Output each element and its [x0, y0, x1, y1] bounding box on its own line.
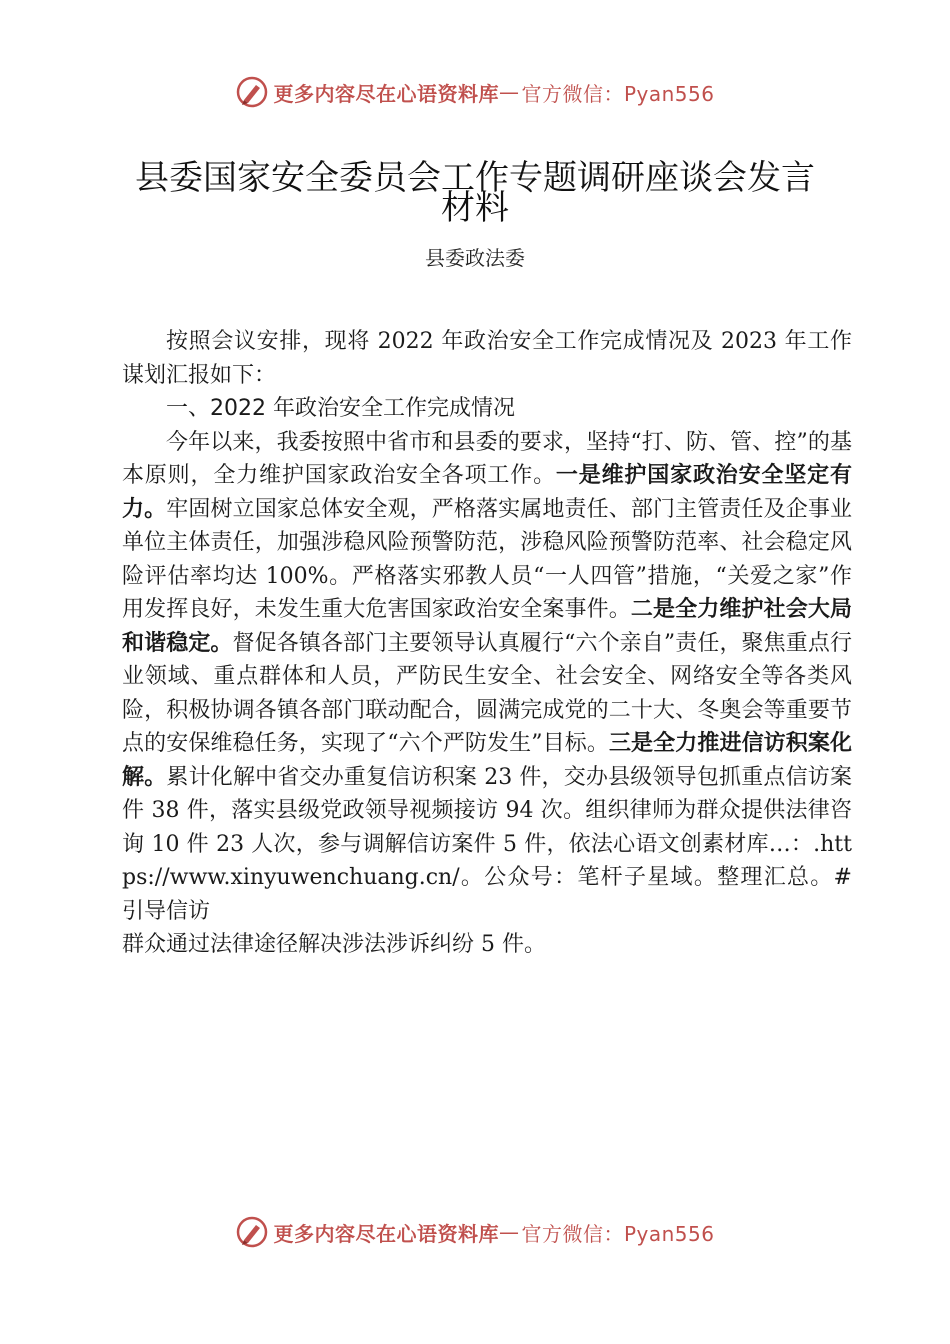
document-title: 县委国家安全委员会工作专题调研座谈会发言材料: [135, 158, 815, 228]
footer-banner: [0, 1212, 950, 1252]
paragraph-text: 累计化解中省交办重复信访积案 23 件，交办县级领导包抓重点信访案件 38 件，落实县级党政领导视频接访 94 次。组织律师为群众提供法律咨询 10 件 23 人次，参与调解信访案件 5 件，依法心语文创素材库…：.https://www.xinyuwenchuang.cn/。公众号：笔杆子星域。整理汇总。#引导信访: [122, 764, 852, 924]
intro-paragraph: 按照会议安排，现将 2022 年政治安全工作完成情况及 2023 年工作谋划汇报如下：: [122, 329, 852, 388]
banner-dash: —: [498, 1220, 520, 1244]
banner-wechat: 官方微信：Pyan556: [521, 1221, 715, 1246]
paragraph-text: 督促各镇各部门主要领导认真履行“六个亲自”责任，聚焦重点行业领域、重点群体和人员，严防民生安全、社会安全、网络安全等各类风险，积极协调各镇各部门联动配合，圆满完成党的二十大、冬奥会等重要节点的安保维稳任务，实现了“六个严防发生”目标。: [122, 630, 852, 756]
document-author: 县委政法委: [425, 246, 525, 270]
closing-line: 群众通过法律途径解决涉法涉诉纠纷 5 件。: [122, 932, 546, 957]
bold-point-2: 二是全力维护社会大局和谐稳定。: [122, 597, 852, 656]
document-body: [122, 325, 852, 962]
bold-point-1: 一是维护国家政治安全坚定有力。: [122, 463, 852, 522]
banner-text: 更多内容尽在心语资料库: [273, 81, 499, 106]
paragraph-text: 今年以来，我委按照中省市和县委的要求，坚持“打、防、管、控”的基本原则，全力维护国家政治安全各项工作。: [122, 429, 852, 488]
body-paragraph: [122, 426, 852, 929]
paragraph-text: 牢固树立国家总体安全观，严格落实属地责任、部门主管责任及企事业单位主体责任，加强涉稳风险预警防范，涉稳风险预警防范率、社会稳定风险评估率均达 100%。严格落实邪教人员“一人四管”措施，“关爱之家”作用发挥良好，未发生重大危害国家政治安全案事件。: [122, 496, 852, 622]
pen-circle-logo-icon: [235, 1215, 269, 1249]
header-banner: [0, 72, 950, 112]
pen-circle-logo-icon: [235, 75, 269, 109]
banner-text: 更多内容尽在心语资料库: [273, 1221, 499, 1246]
bold-point-3: 三是全力推进信访积案化解。: [122, 731, 852, 790]
banner-wechat: 官方微信：Pyan556: [521, 81, 715, 106]
banner-dash: —: [498, 80, 520, 104]
section-heading: 一、2022 年政治安全工作完成情况: [166, 396, 515, 421]
